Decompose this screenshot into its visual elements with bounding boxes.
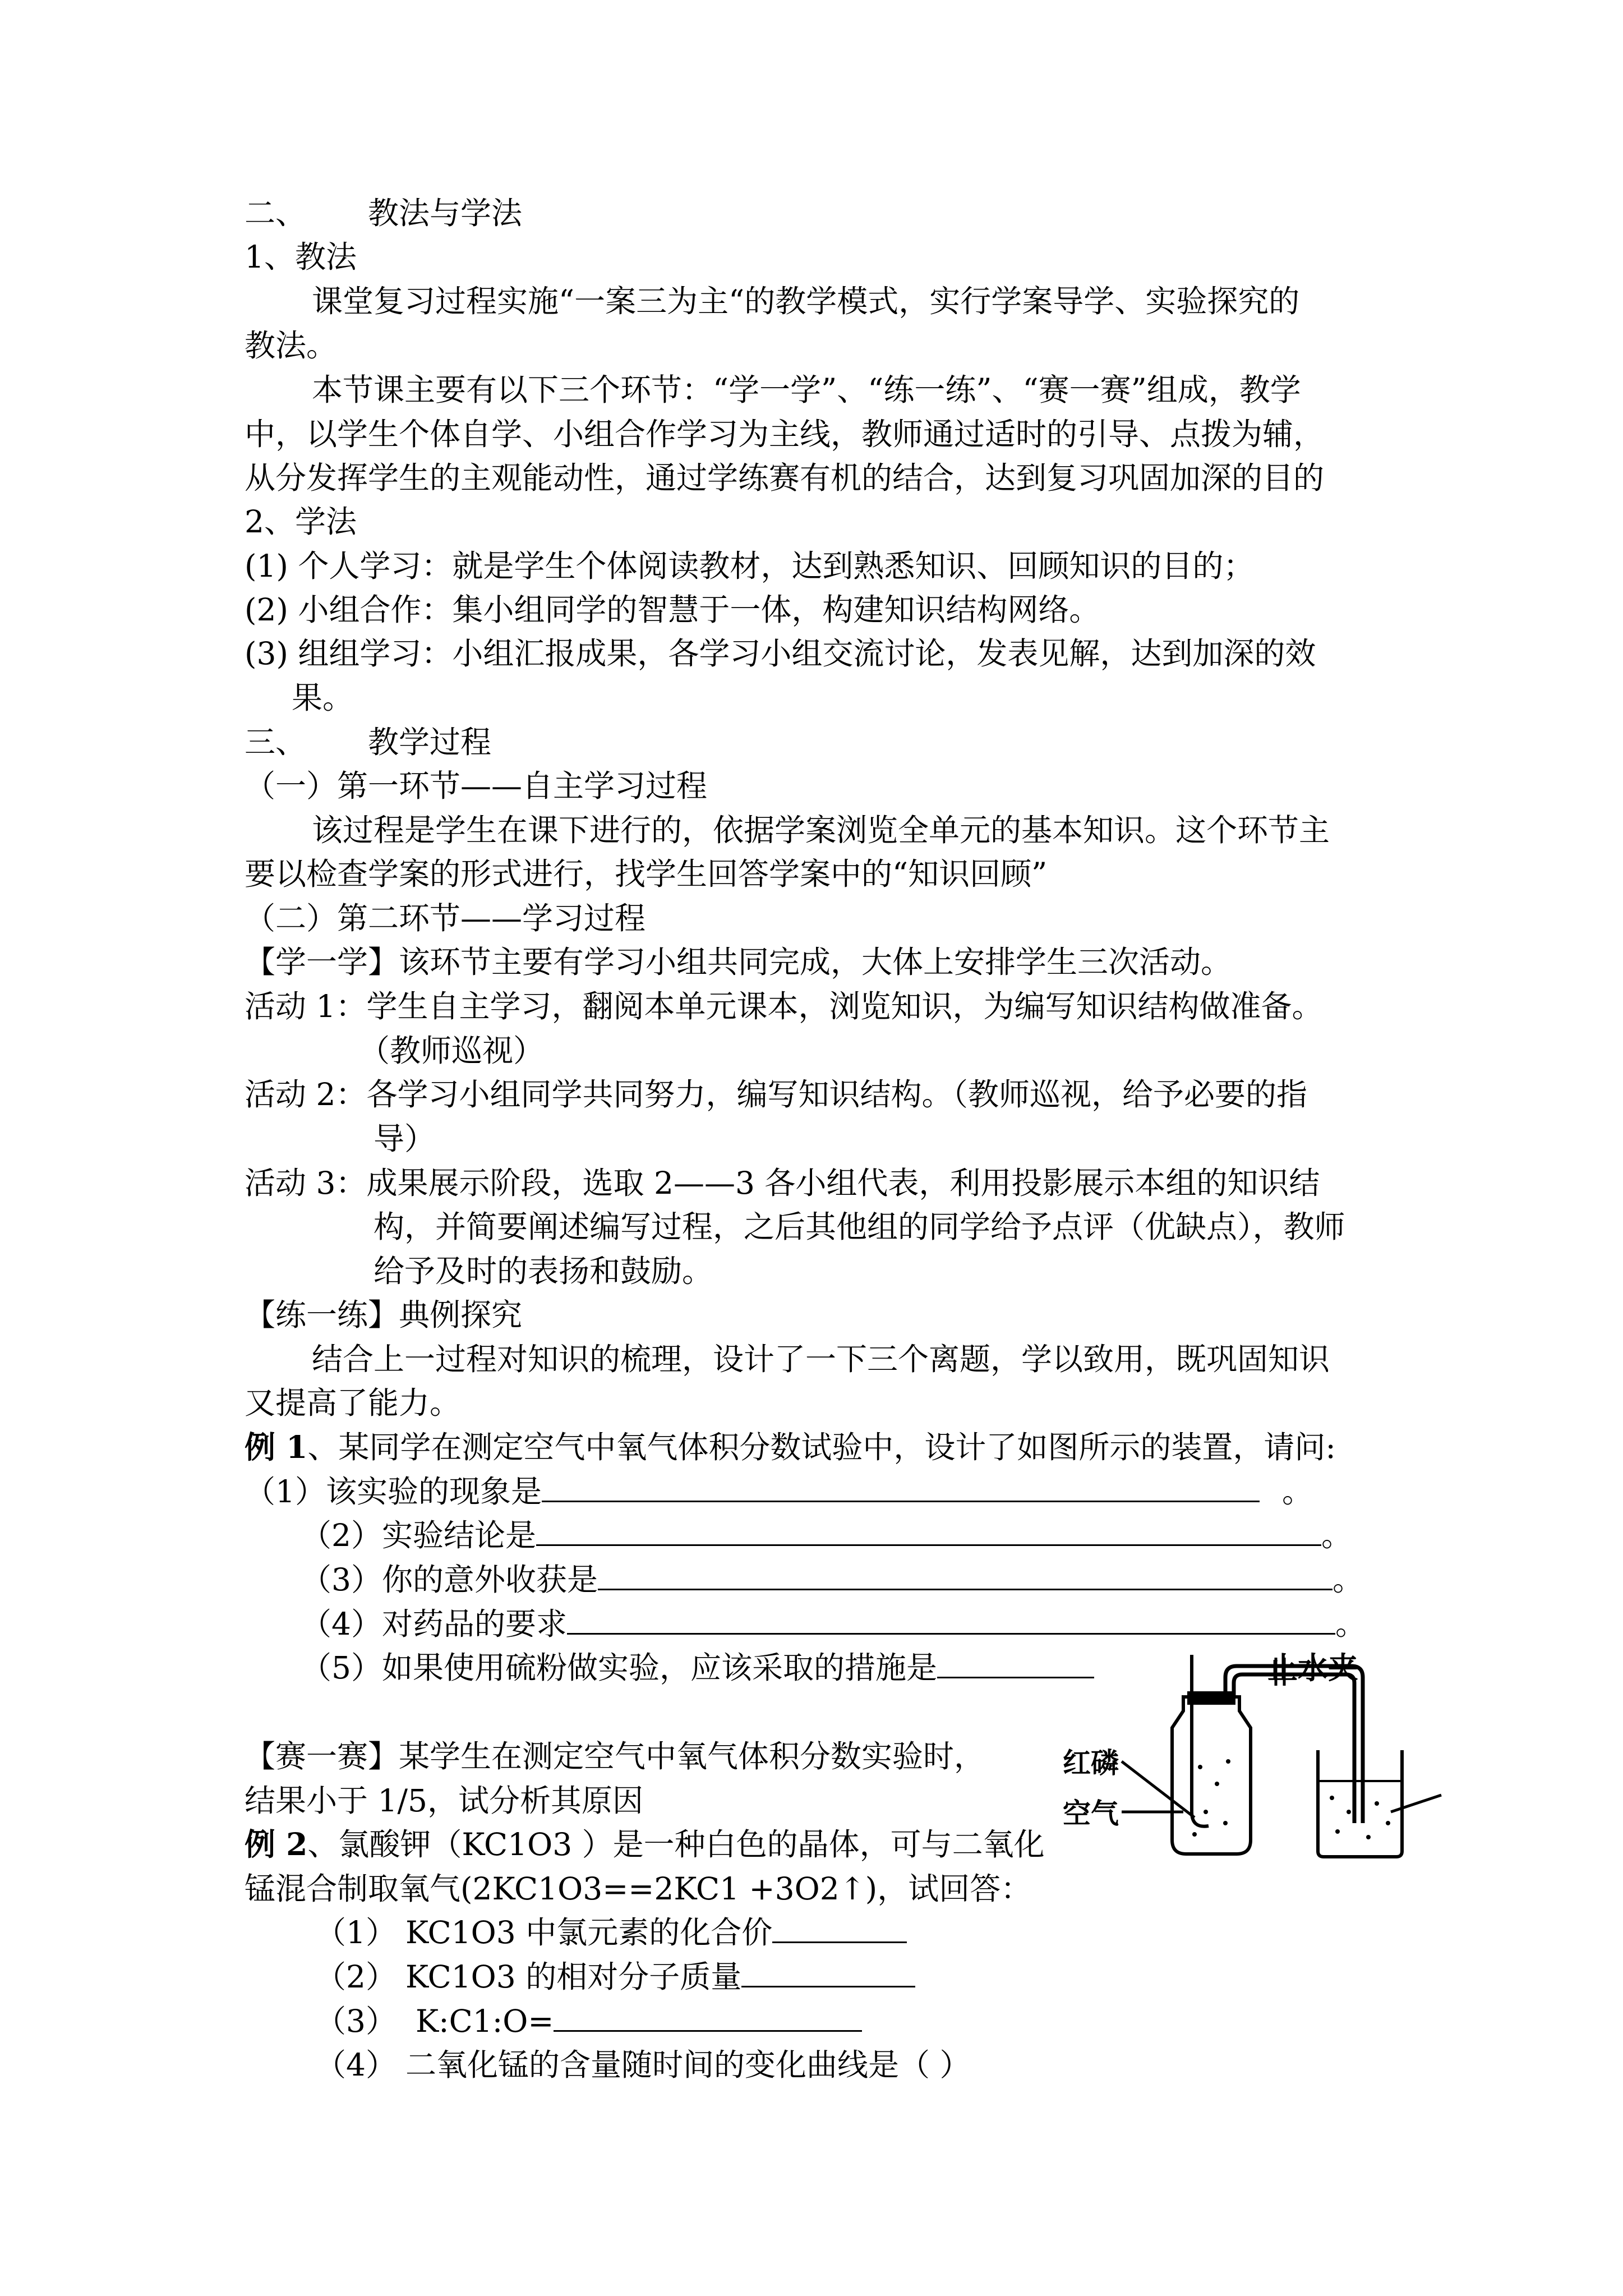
learn-item-3-line2: 果。 [292, 680, 354, 716]
learn-item-2: (2) 小组合作：集小组同学的智慧于一体，构建知识结构网络。 [245, 592, 1100, 628]
teach-method-heading: 1、教法 [245, 239, 357, 275]
activity-3-line3: 给予及时的表扬和鼓励。 [374, 1253, 713, 1289]
step1-line1: 该过程是学生在课下进行的，依据学案浏览全单元的基本知识。这个环节主 [312, 812, 1330, 848]
learn-method-heading: 2、学法 [245, 504, 357, 540]
teach-para2-line2: 中，以学生个体自学、小组合作学习为主线，教师通过适时的引导、点拨为辅， [245, 416, 1325, 452]
inner-tube-and-spoon [1192, 1655, 1209, 1826]
step2-heading: （二）第二环节——学习过程 [245, 900, 646, 936]
example-2-line1: 例 2、氯酸钾（KC1O3 ）是一种白色的晶体，可与二氧化 [245, 1826, 1045, 1862]
example-1-stem: 例 1、某同学在测定空气中氧气体积分数试验中，设计了如图所示的装置，请问: [245, 1429, 1336, 1465]
example-2-q1: （1） KC1O3 中氯元素的化合价 [315, 1910, 907, 1955]
example-2-q2: （2） KC1O3 的相对分子质量 [315, 1954, 915, 1999]
example-1-q2: （2）实验结论是 。 [301, 1513, 1352, 1558]
answer-blank[interactable] [542, 1471, 1260, 1502]
label-air: 空气 [1063, 1797, 1119, 1830]
activity-1-line2: （教师巡视） [359, 1033, 545, 1069]
step1-line2: 要以检查学案的形式进行，找学生回答学案中的“知识回顾” [245, 856, 1048, 892]
xue-yi-xue-line: 【学一学】该环节主要有学习小组共同完成，大体上安排学生三次活动。 [245, 944, 1232, 980]
lian-line1: 结合上一过程对知识的梳理，设计了一下三个离题，学以致用，既巩固知识 [312, 1341, 1330, 1377]
answer-blank[interactable] [567, 1604, 1335, 1635]
example-1-q5: （5）如果使用硫粉做实验，应该采取的措施是 [301, 1645, 1094, 1690]
label-phosphorus: 红磷 [1063, 1747, 1119, 1779]
learn-item-3-line1: (3) 组组学习：小组汇报成果，各学习小组交流讨论，发表见解，达到加深的效 [245, 636, 1316, 671]
section-3-title: 三、 教学过程 [245, 724, 492, 760]
answer-blank[interactable] [741, 1957, 915, 1987]
apparatus-diagram [1054, 1644, 1458, 1879]
answer-blank[interactable] [554, 2001, 862, 2032]
activity-2-line1: 活动 2：各学习小组同学共同努力，编写知识结构。（教师巡视，给予必要的指 [245, 1076, 1307, 1112]
learn-item-1: (1) 个人学习：就是学生个体阅读教材，达到熟悉知识、回顾知识的目的； [245, 548, 1255, 584]
connecting-tube [1225, 1666, 1363, 1823]
label-pointers [1122, 1761, 1195, 1818]
label-clamp: 止水夹 [1267, 1650, 1358, 1686]
activity-2-line2: 导） [374, 1121, 436, 1157]
example-1-q1: （1）该实验的现象是 。 [245, 1469, 1313, 1514]
example-1-q4: （4）对药品的要求 。 [301, 1602, 1366, 1646]
example-2-line2: 锰混合制取氧气(2KC1O3==2KC1 +3O2↑)，试回答： [245, 1871, 1032, 1907]
lian-line2: 又提高了能力。 [245, 1385, 461, 1421]
teach-para1-line1: 课堂复习过程实施“一案三为主“的教学模式，实行学案导学、实验探究的 [312, 283, 1300, 319]
sai-yi-sai-line1: 【赛一赛】某学生在测定空气中氧气体积分数实验时， [245, 1738, 985, 1774]
example-2-q3: （3） K:C1:O= [315, 1999, 862, 2044]
activity-1-line1: 活动 1：学生自主学习，翻阅本单元课本，浏览知识，为编写知识结构做准备。 [245, 988, 1323, 1024]
step1-heading: （一）第一环节——自主学习过程 [245, 768, 708, 804]
teach-para1-line2: 教法。 [245, 328, 338, 364]
lian-yi-lian-line: 【练一练】典例探究 [245, 1297, 523, 1333]
beaker [1318, 1750, 1441, 1857]
left-bottle [1172, 1693, 1251, 1854]
beaker-water [1330, 1796, 1390, 1839]
sai-yi-sai-line2: 结果小于 1/5，试分析其原因 [245, 1783, 643, 1819]
activity-3-line1: 活动 3：成果展示阶段，选取 2——3 各小组代表，利用投影展示本组的知识结 [245, 1165, 1320, 1201]
activity-3-line2: 构，并简要阐述编写过程，之后其他组的同学给予点评（优缺点），教师 [374, 1209, 1345, 1245]
section-2-title: 二、 教法与学法 [245, 195, 523, 231]
teach-para2-line1: 本节课主要有以下三个环节：“学一学”、“练一练”、“赛一赛”组成，教学 [312, 372, 1301, 408]
answer-blank[interactable] [772, 1912, 907, 1943]
example-1-q3: （3）你的意外收获是 。 [301, 1557, 1363, 1602]
apparatus-figure [1054, 1644, 1458, 1879]
answer-blank[interactable] [598, 1559, 1332, 1590]
answer-blank[interactable] [536, 1515, 1321, 1546]
teach-para2-line3: 从分发挥学生的主观能动性，通过学练赛有机的结合，达到复习巩固加深的目的 [245, 460, 1325, 496]
example-2-q4: （4） 二氧化锰的含量随时间的变化曲线是（ ） [315, 2047, 971, 2083]
